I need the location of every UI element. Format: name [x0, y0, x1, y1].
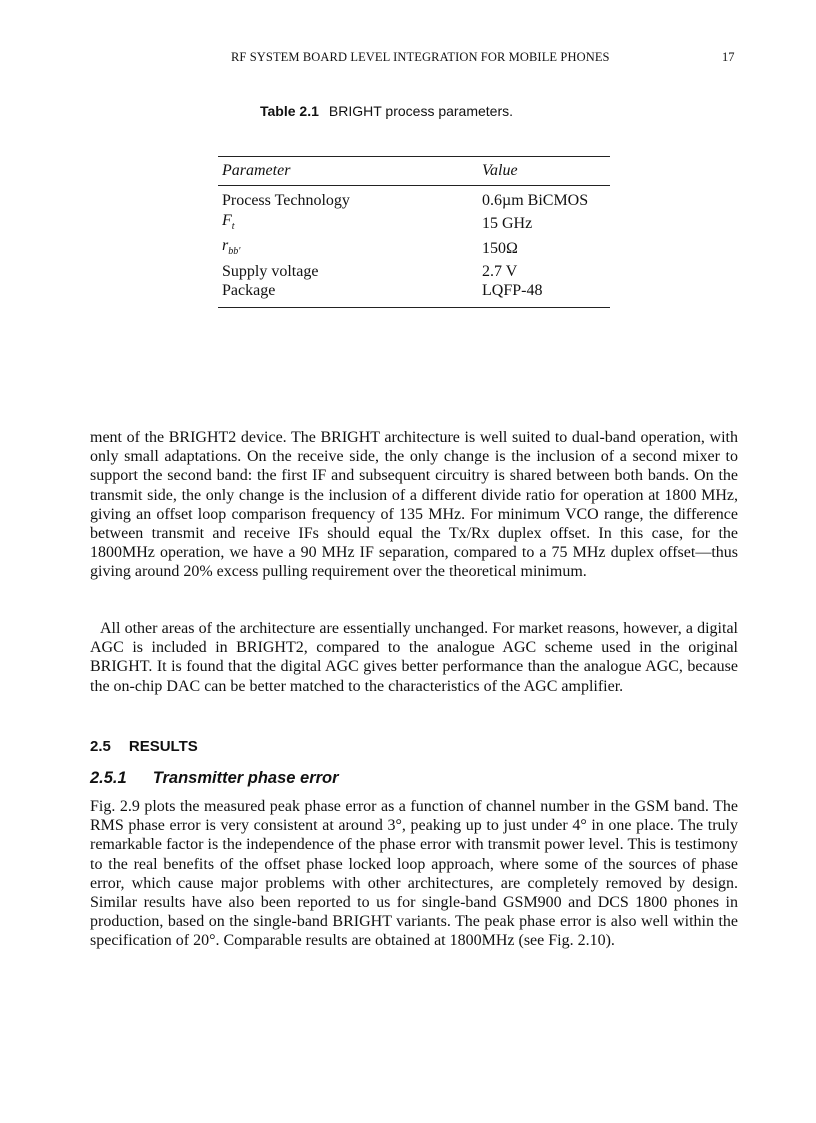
parameter-cell: Supply voltage — [222, 262, 319, 280]
paragraph-dual-band: ment of the BRIGHT2 device. The BRIGHT architecture is well suited to dual-band operation, with only small adaptations. On the receive side, the only change is the inclusion of a second mixer to support the second band: the first IF and subsequent circuitry is shared between both bands. On the transmit side, the only change is the inclusion of a different divide ratio for operation at 1800 MHz, giving an offset loop comparison frequency of 135 MHz. For minimum VCO range, the difference between transmit and receive IFs should equal the Tx/Rx duplex offset. In this case, for the 1800MHz operation, we have a 90 MHz IF separation, compared to a 75 MHz duplex offset—thus giving around 20% excess pulling requirement over the theoretical minimum. — [90, 429, 738, 581]
parameter-cell: Package — [218, 281, 478, 307]
table-row — [218, 186, 610, 211]
value-cell: 150Ω — [482, 240, 518, 258]
subsection-number: 2.5.1 — [90, 769, 127, 787]
section-heading — [90, 738, 198, 755]
value-cell: LQFP-48 — [478, 281, 610, 307]
parameter-subscript: bb' — [228, 246, 241, 258]
parameter-symbol: F — [222, 211, 232, 229]
paragraph-phase-error: Fig. 2.9 plots the measured peak phase error as a function of channel number in the GSM band. The RMS phase error is very consistent at around 3°, peaking up to just under 4° in one place. The truly remarkable factor is the independence of the phase error with transmit power level. This is testimony to the real benefits of the offset phase locked loop approach, where some of the sources of phase error, which cause major problems with other architectures, are completely removed by design. Similar results have also been reported to us for single-band GSM900 and DCS 1800 phones in production, based on the single-band BRIGHT variants. The peak phase error is also well within the specification of 20°. Comparable results are obtained at 1800MHz (see Fig. 2.10). — [90, 798, 738, 950]
table-row — [218, 281, 610, 307]
running-head-title: RF SYSTEM BOARD LEVEL INTEGRATION FOR MOBILE PHONES — [231, 50, 610, 64]
subsection-heading — [90, 769, 339, 788]
process-parameters-table — [218, 156, 610, 308]
parameter-subscript: t — [231, 220, 235, 232]
parameter-cell: Process Technology — [222, 192, 350, 209]
table-caption — [260, 103, 513, 119]
table-row — [218, 211, 610, 237]
table-caption-text: BRIGHT process parameters. — [328, 103, 514, 119]
parameter-cell — [218, 211, 478, 237]
column-header-parameter: Parameter — [218, 157, 478, 186]
table-header-row — [218, 157, 610, 186]
section-title: RESULTS — [128, 738, 198, 755]
section-number: 2.5 — [90, 738, 111, 755]
parameter-cell — [218, 236, 478, 262]
page-number: 17 — [722, 50, 735, 64]
value-cell: 2.7 V — [482, 262, 518, 280]
column-header-value: Value — [478, 157, 610, 186]
subsection-title: Transmitter phase error — [152, 769, 339, 787]
table-row — [218, 262, 610, 282]
value-cell: 0.6µm BiCMOS — [482, 192, 589, 209]
table-label: Table 2.1 — [260, 103, 319, 119]
paragraph-digital-agc: All other areas of the architecture are essentially unchanged. For market reasons, however, a digital AGC is included in BRIGHT2, compared to the analogue AGC scheme used in the original BRIGHT. It is found that the digital AGC gives better performance than the analogue AGC, because the on-chip DAC can be better matched to the characteristics of the AGC amplifier. — [90, 620, 738, 695]
table-row — [218, 236, 610, 262]
parameter-symbol: r — [222, 237, 229, 255]
value-cell: 15 GHz — [482, 214, 533, 232]
